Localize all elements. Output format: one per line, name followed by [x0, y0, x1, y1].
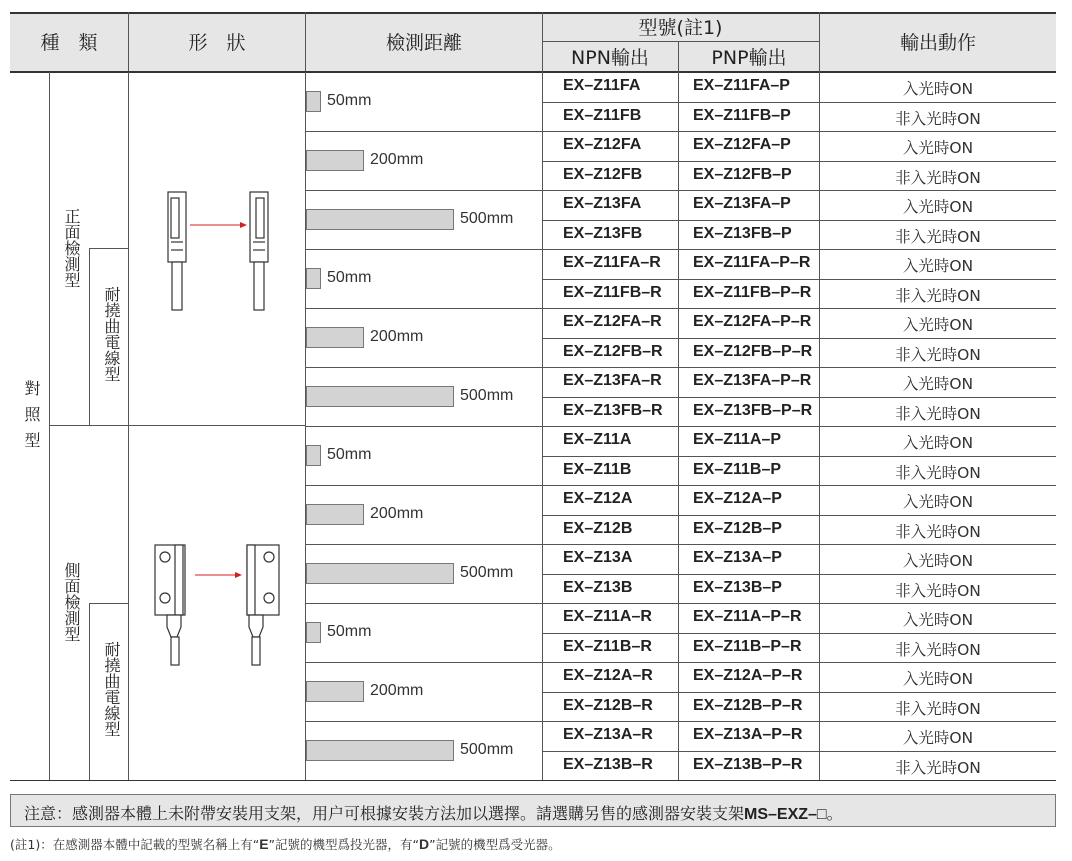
grid-hline: [542, 131, 1056, 132]
pnp-model-cell: EX–Z13A–P–R: [693, 726, 803, 743]
npn-model-cell: EX–Z12B: [563, 519, 633, 537]
grid-vline: [128, 72, 129, 780]
table-top-border: [10, 12, 1056, 14]
npn-model-cell: EX–Z13FB–R: [563, 401, 663, 419]
distance-label: 500mm: [460, 210, 514, 227]
output-action-cell: 非入光時ON: [895, 699, 981, 718]
distance-label: 200mm: [370, 328, 424, 345]
pnp-model-cell: EX–Z12FA–P: [693, 136, 791, 153]
distance-bar: [306, 740, 454, 761]
distance-bar: [306, 622, 321, 643]
grid-hline: [542, 338, 1056, 339]
grid-hline: [542, 485, 1056, 486]
npn-model-cell: EX–Z11FB–R: [563, 283, 662, 301]
grid-hline: [542, 515, 1056, 516]
note-suffix: 。: [826, 804, 843, 823]
output-action-cell: 非入光時ON: [895, 168, 981, 187]
output-action-cell: 非入光時ON: [895, 345, 981, 364]
grid-vline: [89, 248, 90, 425]
grid-hline: [89, 603, 129, 604]
output-action-cell: 入光時ON: [902, 375, 974, 393]
output-action-cell: 非入光時ON: [895, 640, 981, 659]
pnp-model-cell: EX–Z13A–P: [693, 549, 782, 566]
distance-label: 500mm: [460, 741, 514, 758]
footnote-text-2: ”記號的機型爲投光器，有“: [268, 837, 419, 852]
npn-model-cell: EX–Z13FA–R: [563, 372, 662, 389]
front-sensor-pair-icon: [150, 180, 290, 315]
grid-hline: [542, 603, 1056, 604]
grid-hline: [542, 456, 1056, 457]
output-action-cell: 入光時ON: [902, 552, 974, 570]
footnote-text-1: (註1)：在感測器本體中記載的型號名稱上有“: [10, 837, 260, 852]
pnp-model-cell: EX–Z13FA–P: [693, 195, 791, 212]
output-action-cell: 入光時ON: [902, 198, 974, 216]
distance-bar: [306, 504, 364, 525]
npn-model-cell: EX–Z13A: [563, 549, 633, 566]
header-output: 輸出動作: [899, 32, 976, 54]
npn-model-cell: EX–Z13FA: [563, 195, 642, 212]
header-distance: 檢測距離: [385, 32, 462, 54]
output-action-cell: 入光時ON: [902, 434, 974, 452]
distance-bar: [306, 563, 454, 584]
distance-bar: [306, 150, 364, 171]
header-bottom-border: [10, 71, 1056, 73]
pnp-model-cell: EX–Z12FB–P: [693, 165, 792, 183]
pnp-model-cell: EX–Z12FB–P–R: [693, 342, 813, 360]
grid-hline: [542, 544, 1056, 545]
grid-hline: [306, 308, 542, 309]
npn-model-cell: EX–Z13B–R: [563, 755, 653, 773]
pnp-model-cell: EX–Z11B–P–R: [693, 637, 802, 655]
note-text: [24, 801, 843, 824]
grid-hline: [542, 662, 1056, 663]
npn-model-cell: EX–Z12A–R: [563, 667, 653, 684]
pnp-model-cell: EX–Z12B–P–R: [693, 696, 803, 714]
grid-hline: [49, 425, 306, 426]
npn-model-cell: EX–Z13A–R: [563, 726, 653, 743]
distance-bar: [306, 445, 321, 466]
pnp-model-cell: EX–Z11A–P–R: [693, 608, 802, 625]
grid-hline: [542, 367, 1056, 368]
grid-hline: [542, 161, 1056, 162]
pnp-model-cell: EX–Z12B–P: [693, 519, 782, 537]
grid-hline: [542, 279, 1056, 280]
pnp-model-cell: EX–Z13FB–P–R: [693, 401, 813, 419]
npn-model-cell: EX–Z11FA–R: [563, 254, 661, 271]
npn-model-cell: EX–Z12FB–R: [563, 342, 663, 360]
output-action-cell: 非入光時ON: [895, 522, 981, 541]
table-bottom-border: [10, 780, 1056, 781]
output-action-cell: 入光時ON: [902, 139, 974, 157]
footnote-text-3: ”記號的機型爲受光器。: [429, 837, 561, 852]
grid-hline: [542, 102, 1056, 103]
group-main-label: 對照型: [22, 380, 41, 458]
output-action-cell: 非入光時ON: [895, 227, 981, 246]
grid-hline: [542, 633, 1056, 634]
grid-vline: [49, 72, 50, 780]
distance-label: 500mm: [460, 564, 514, 581]
distance-label: 50mm: [327, 623, 372, 640]
output-action-cell: 入光時ON: [902, 611, 974, 629]
footnote-d: D: [418, 836, 430, 852]
npn-model-cell: EX–Z11A: [563, 431, 632, 448]
distance-label: 50mm: [327, 269, 372, 286]
header-model-group: 型號(註1): [638, 17, 723, 39]
npn-model-cell: EX–Z12FB: [563, 165, 643, 183]
grid-hline: [306, 426, 542, 427]
grid-hline: [542, 721, 1056, 722]
pnp-model-cell: EX–Z12A–P: [693, 490, 782, 507]
output-action-cell: 非入光時ON: [895, 109, 981, 128]
grid-hline: [542, 426, 1056, 427]
group-flex-side-label: 耐撓曲電線型: [102, 641, 121, 737]
output-action-cell: 入光時ON: [902, 729, 974, 747]
grid-hline: [306, 249, 542, 250]
group-front-label: 正面檢測型: [62, 208, 81, 288]
pnp-model-cell: EX–Z12A–P–R: [693, 667, 803, 684]
footnote-e: E: [259, 836, 269, 852]
grid-hline: [542, 574, 1056, 575]
grid-hline: [542, 190, 1056, 191]
grid-hline: [306, 662, 542, 663]
output-action-cell: 入光時ON: [902, 316, 974, 334]
npn-model-cell: EX–Z11B: [563, 460, 632, 478]
distance-bar: [306, 386, 454, 407]
npn-model-cell: EX–Z11B–R: [563, 637, 652, 655]
pnp-model-cell: EX–Z13B–P–R: [693, 755, 803, 773]
pnp-model-cell: EX–Z11FB–P: [693, 106, 791, 124]
grid-hline: [542, 397, 1056, 398]
note-box: [10, 794, 1056, 827]
output-action-cell: 非入光時ON: [895, 581, 981, 600]
distance-label: 200mm: [370, 505, 424, 522]
output-action-cell: 入光時ON: [902, 257, 974, 275]
grid-hline: [542, 220, 1056, 221]
group-side-label: 側面檢測型: [62, 562, 81, 642]
distance-bar: [306, 209, 454, 230]
note-bracket-model: MS–EXZ–□: [744, 806, 827, 823]
pnp-model-cell: EX–Z13FA–P–R: [693, 372, 812, 389]
npn-model-cell: EX–Z11FB: [563, 106, 642, 124]
output-action-cell: 入光時ON: [902, 80, 974, 98]
output-action-cell: 入光時ON: [902, 493, 974, 511]
grid-hline: [306, 485, 542, 486]
grid-hline: [542, 249, 1056, 250]
output-action-cell: 入光時ON: [902, 670, 974, 688]
npn-model-cell: EX–Z13B: [563, 578, 633, 596]
output-action-cell: 非入光時ON: [895, 286, 981, 305]
npn-model-cell: EX–Z13FB: [563, 224, 643, 242]
model-header-divider: [542, 41, 819, 42]
header-type: 種 類: [40, 32, 98, 54]
distance-label: 200mm: [370, 151, 424, 168]
header-pnp: PNP輸出: [711, 47, 787, 69]
grid-hline: [306, 367, 542, 368]
npn-model-cell: EX–Z12FA: [563, 136, 642, 153]
grid-hline: [542, 751, 1056, 752]
grid-hline: [542, 692, 1056, 693]
grid-hline: [306, 131, 542, 132]
npn-model-cell: EX–Z12FA–R: [563, 313, 662, 330]
output-action-cell: 非入光時ON: [895, 758, 981, 777]
pnp-model-cell: EX–Z13B–P: [693, 578, 782, 596]
distance-label: 50mm: [327, 446, 372, 463]
distance-bar: [306, 91, 321, 112]
distance-label: 200mm: [370, 682, 424, 699]
group-flex-front-label: 耐撓曲電線型: [102, 286, 121, 382]
npn-model-cell: EX–Z11A–R: [563, 608, 652, 625]
grid-hline: [89, 248, 129, 249]
grid-hline: [542, 308, 1056, 309]
header-npn: NPN輸出: [571, 47, 649, 69]
npn-model-cell: EX–Z12A: [563, 490, 633, 507]
grid-vline: [89, 603, 90, 780]
distance-label: 500mm: [460, 387, 514, 404]
grid-vline: [128, 12, 129, 71]
grid-hline: [306, 603, 542, 604]
output-action-cell: 非入光時ON: [895, 404, 981, 423]
side-sensor-pair-icon: [145, 535, 295, 670]
note-prefix: 注意：感測器本體上未附帶安裝用支架，用户可根據安裝方法加以選擇。請選購另售的感測器安裝支架: [24, 804, 745, 823]
header-shape: 形 狀: [188, 32, 246, 54]
pnp-model-cell: EX–Z11FA–P: [693, 77, 790, 94]
pnp-model-cell: EX–Z11B–P: [693, 460, 782, 478]
distance-bar: [306, 327, 364, 348]
distance-bar: [306, 681, 364, 702]
pnp-model-cell: EX–Z11FB–P–R: [693, 283, 812, 301]
npn-model-cell: EX–Z11FA: [563, 77, 641, 94]
pnp-model-cell: EX–Z12FA–P–R: [693, 313, 812, 330]
npn-model-cell: EX–Z12B–R: [563, 696, 653, 714]
pnp-model-cell: EX–Z11FA–P–R: [693, 254, 811, 271]
grid-hline: [306, 721, 542, 722]
grid-hline: [306, 544, 542, 545]
pnp-model-cell: EX–Z11A–P: [693, 431, 782, 448]
distance-label: 50mm: [327, 92, 372, 109]
footnote: [10, 835, 561, 853]
output-action-cell: 非入光時ON: [895, 463, 981, 482]
grid-hline: [306, 190, 542, 191]
grid-vline: [678, 41, 679, 780]
grid-vline: [305, 12, 306, 71]
distance-bar: [306, 268, 321, 289]
pnp-model-cell: EX–Z13FB–P: [693, 224, 792, 242]
